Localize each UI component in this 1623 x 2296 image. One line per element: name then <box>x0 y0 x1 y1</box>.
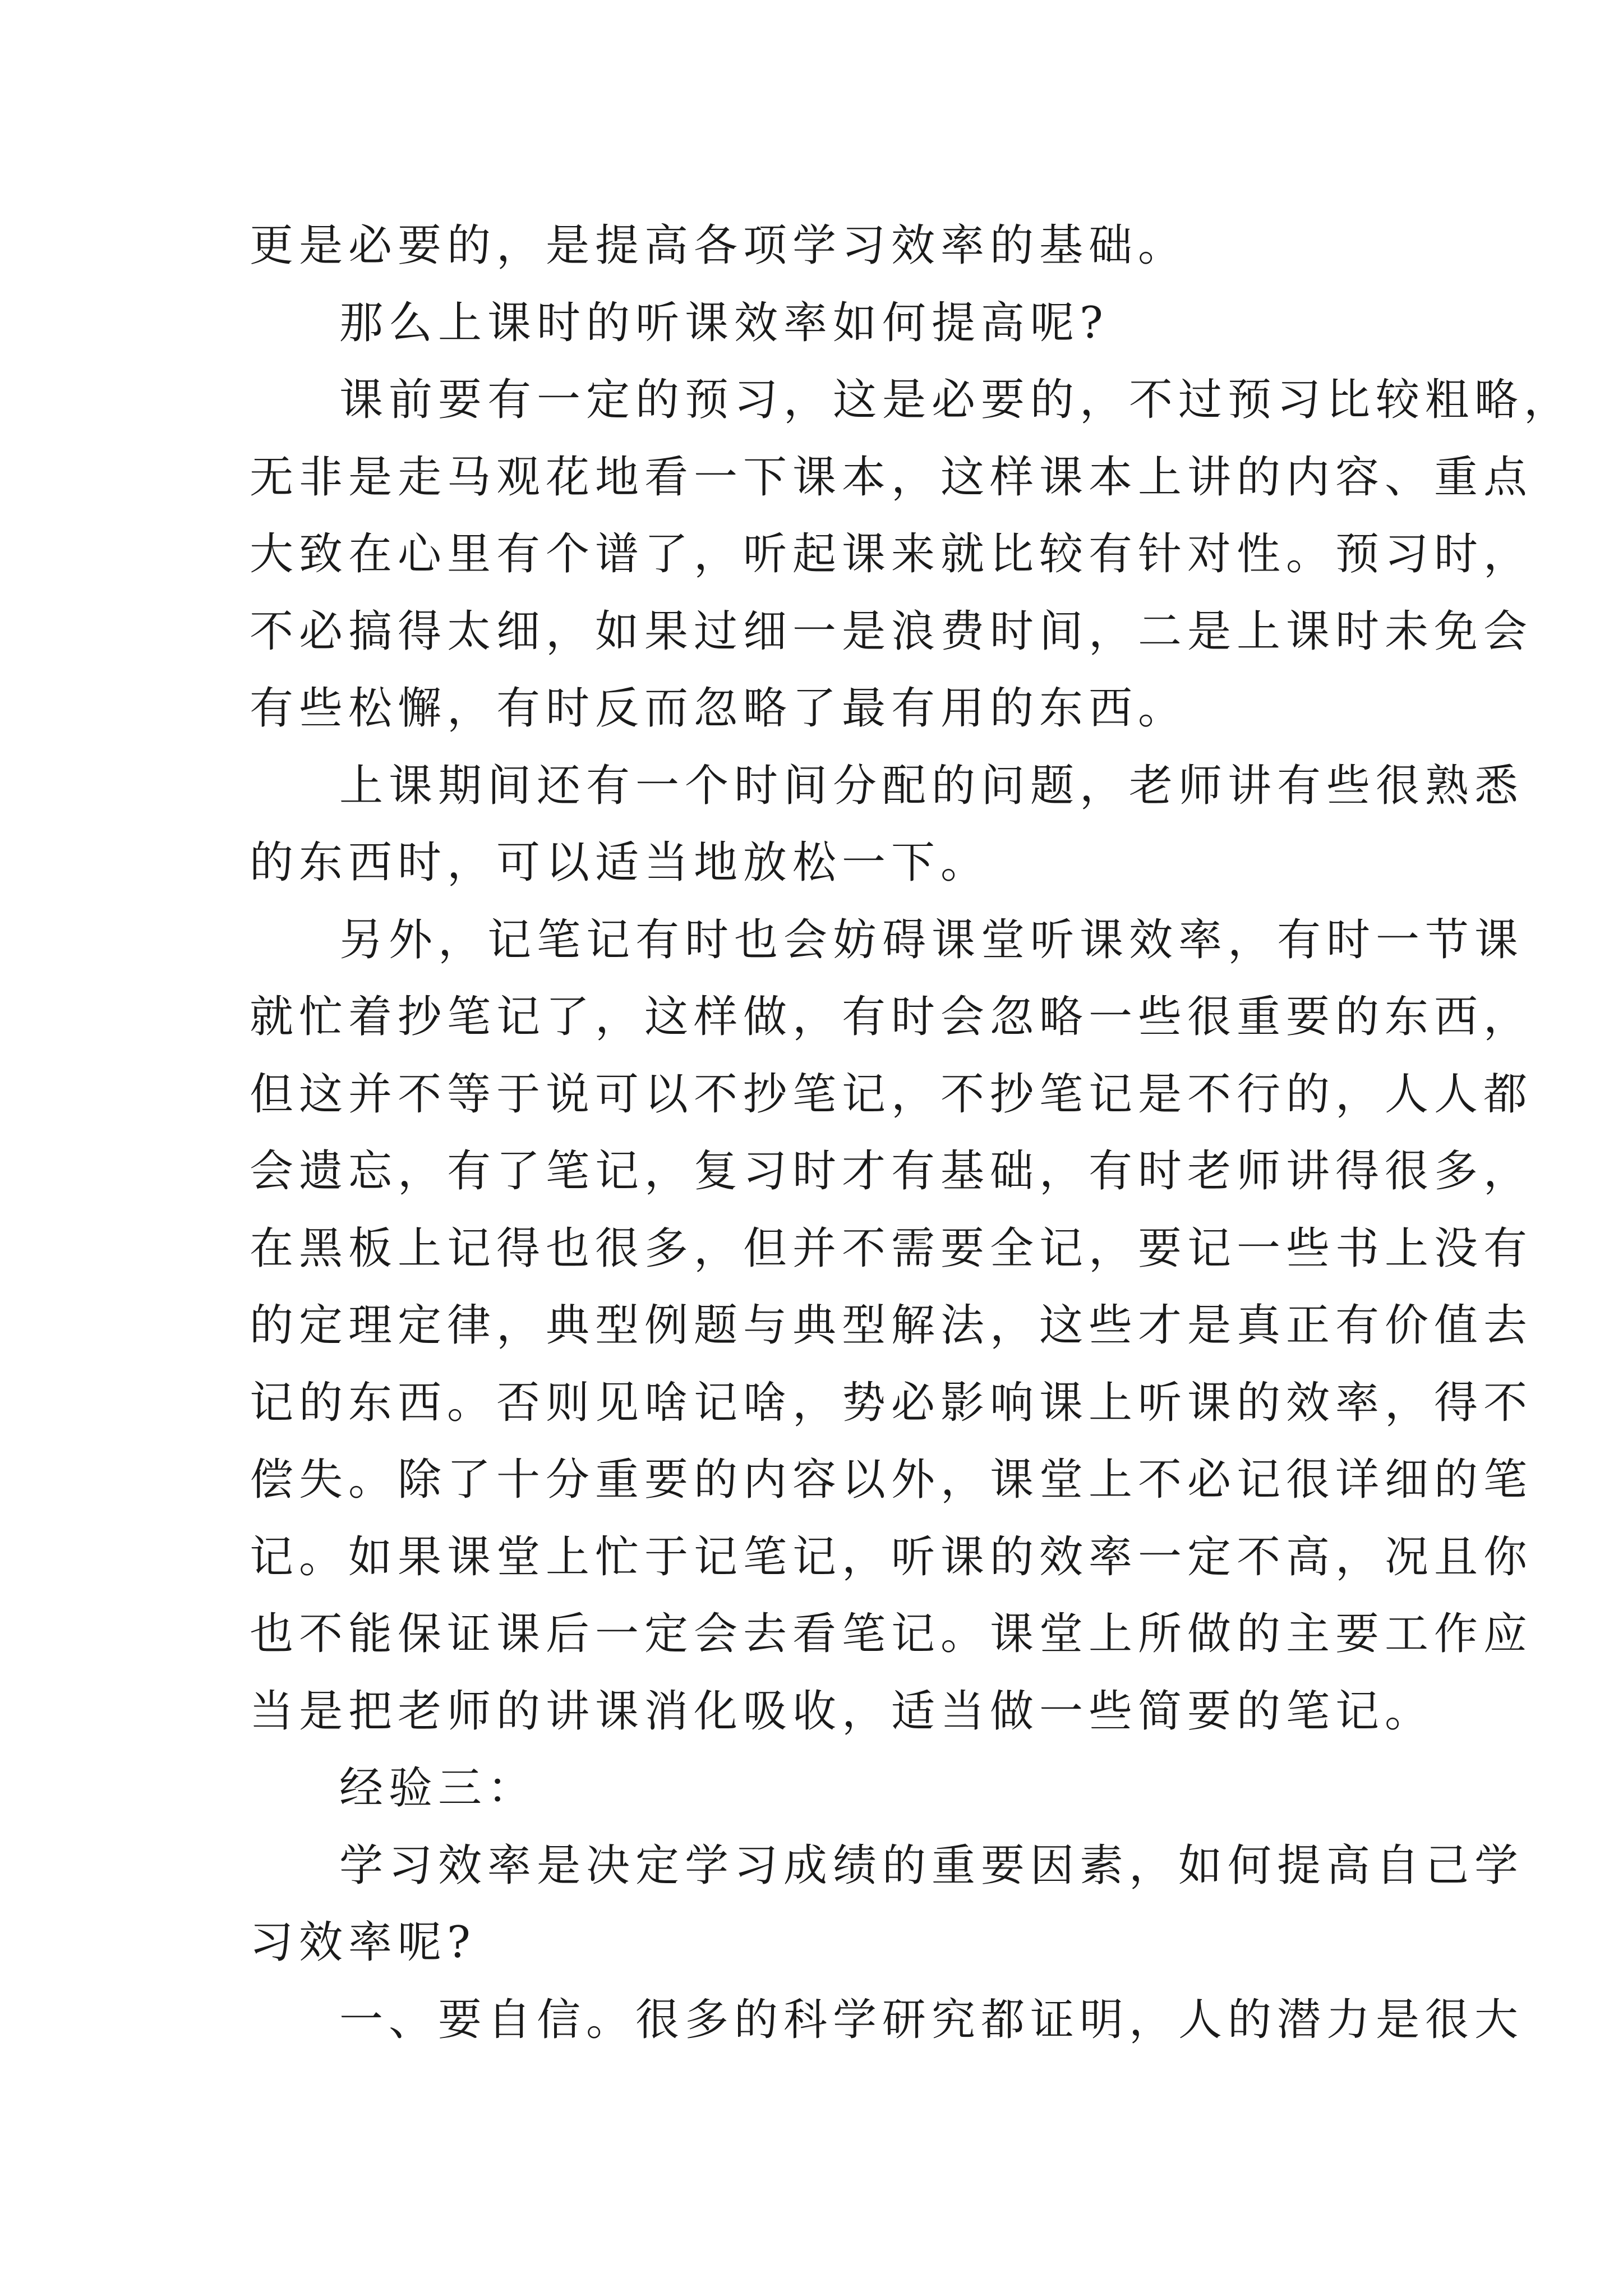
text-line: 经验三： <box>339 1763 537 1814</box>
text-line: 习效率呢? <box>250 1917 476 1968</box>
text-line: 的东西时，可以适当地放松一下。 <box>250 838 990 888</box>
text-line: 学习效率是决定学习成绩的重要因素，如何提高自己学 <box>339 1840 1524 1891</box>
text-line: 会遗忘，有了笔记，复习时才有基础，有时老师讲得很多， <box>250 1146 1533 1197</box>
text-line: 也不能保证课后一定会去看笔记。课堂上所做的主要工作应 <box>250 1609 1533 1659</box>
text-line: 记的东西。否则见啥记啥，势必影响课上听课的效率，得不 <box>250 1377 1533 1428</box>
text-line: 大致在心里有个谱了，听起课来就比较有针对性。预习时， <box>250 529 1533 579</box>
text-line: 那么上课时的听课效率如何提高呢? <box>339 297 1109 348</box>
text-line: 一、要自信。很多的科学研究都证明，人的潜力是很大 <box>339 1994 1524 2045</box>
text-line: 的定理定律，典型例题与典型解法，这些才是真正有价值去 <box>250 1300 1533 1351</box>
text-line: 另外，记笔记有时也会妨碍课堂听课效率，有时一节课 <box>339 914 1524 965</box>
text-line: 当是把老师的讲课消化吸收，适当做一些简要的笔记。 <box>250 1686 1435 1737</box>
text-line: 不必搞得太细，如果过细一是浪费时间，二是上课时未免会 <box>250 606 1533 657</box>
text-line: 有些松懈，有时反而忽略了最有用的东西。 <box>250 683 1188 734</box>
text-line: 课前要有一定的预习，这是必要的，不过预习比较粗略， <box>339 375 1574 425</box>
text-line: 但这并不等于说可以不抄笔记，不抄笔记是不行的，人人都 <box>250 1069 1533 1120</box>
document-body <box>250 208 1574 2059</box>
text-line: 更是必要的，是提高各项学习效率的基础。 <box>250 220 1188 271</box>
text-line: 偿失。除了十分重要的内容以外，课堂上不必记很详细的笔 <box>250 1455 1533 1505</box>
text-line: 无非是走马观花地看一下课本，这样课本上讲的内容、重点 <box>250 452 1533 503</box>
text-line: 上课期间还有一个时间分配的问题，老师讲有些很熟悉 <box>339 760 1524 811</box>
text-line: 记。如果课堂上忙于记笔记，听课的效率一定不高，况且你 <box>250 1531 1533 1582</box>
text-line: 就忙着抄笔记了，这样做，有时会忽略一些很重要的东西， <box>250 992 1533 1042</box>
text-line: 在黑板上记得也很多，但并不需要全记，要记一些书上没有 <box>250 1223 1533 1274</box>
